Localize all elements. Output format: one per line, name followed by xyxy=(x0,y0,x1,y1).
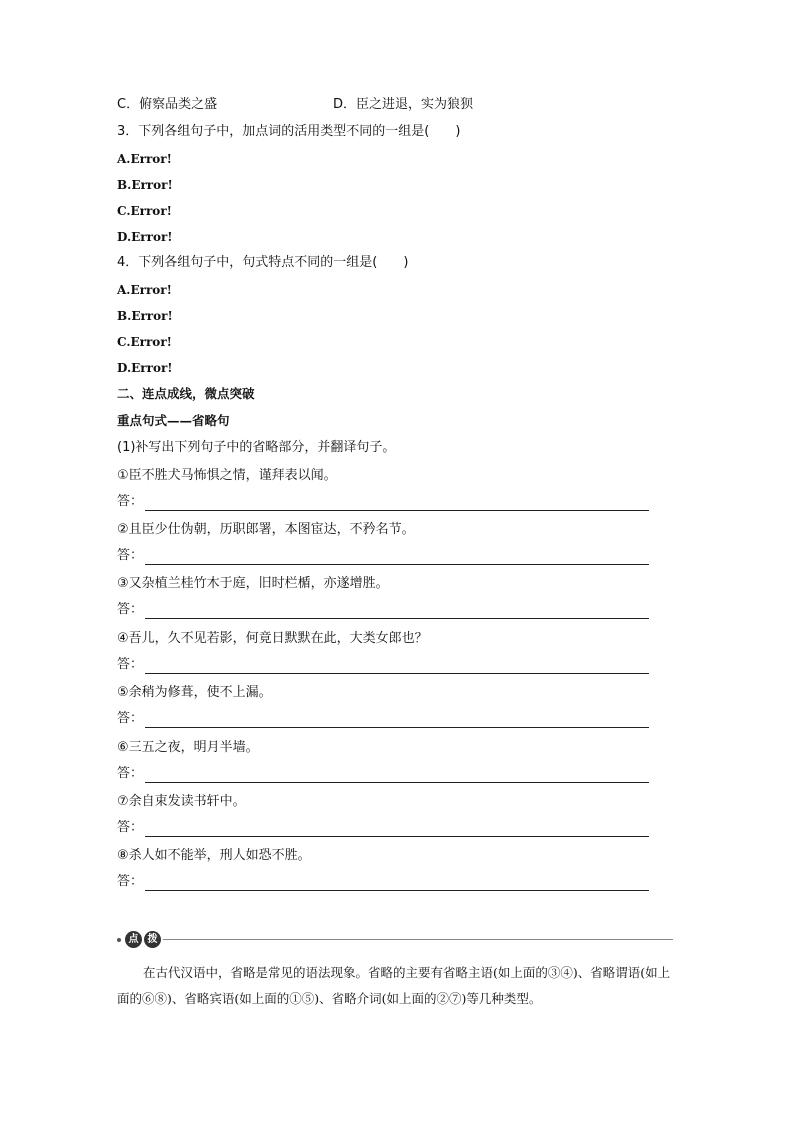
answer-line-8[interactable] xyxy=(145,878,649,891)
tip-text: 在古代汉语中，省略是常见的语法现象。省略的主要有省略主语(如上面的③④)、省略谓语(如上面的⑥⑧)、省略宾语(如上面的①⑤)、省略介词(如上面的②⑦)等几种类型。 xyxy=(117,965,671,1006)
answer-line-7[interactable] xyxy=(145,824,649,837)
answer-row-4 xyxy=(117,656,649,674)
tip-dot-icon xyxy=(117,938,121,942)
answer-label: 答： xyxy=(117,657,144,672)
answer-label: 答： xyxy=(117,820,144,835)
answer-label: 答： xyxy=(117,494,144,509)
answer-row-3 xyxy=(117,601,649,619)
answer-row-6 xyxy=(117,765,649,783)
answer-line-2[interactable] xyxy=(145,552,649,565)
answer-label: 答： xyxy=(117,548,144,563)
sentence-1: ①臣不胜犬马怖惧之情，谨拜表以闻。 xyxy=(117,468,337,483)
answer-line-6[interactable] xyxy=(145,770,649,783)
answer-label: 答： xyxy=(117,766,144,781)
tip-divider xyxy=(163,939,673,940)
q4-stem: 4．下列各组句子中，句式特点不同的一组是( ) xyxy=(117,255,409,270)
sentence-3: ③又杂植兰桂竹木于庭，旧时栏楯，亦遂增胜。 xyxy=(117,576,389,591)
answer-label: 答： xyxy=(117,711,144,726)
q3-option-b: B.Error! xyxy=(117,178,173,192)
q4-option-c: C.Error! xyxy=(117,335,172,349)
tip-badge-bo: 拨 xyxy=(144,931,161,948)
answer-label: 答： xyxy=(117,602,144,617)
q2-option-c: C．俯察品类之盛 xyxy=(117,97,218,112)
sentence-7: ⑦余自束发读书轩中。 xyxy=(117,794,246,809)
q3-stem: 3．下列各组句子中，加点词的活用类型不同的一组是( ) xyxy=(117,124,461,139)
section2-title: 二、连点成线，微点突破 xyxy=(117,386,255,401)
q4-option-b: B.Error! xyxy=(117,309,173,323)
sentence-8: ⑧杀人如不能举，刑人如恐不胜。 xyxy=(117,848,311,863)
answer-row-1 xyxy=(117,493,649,511)
answer-line-4[interactable] xyxy=(145,661,649,674)
answer-row-7 xyxy=(117,819,649,837)
sentence-5: ⑤余稍为修葺，使不上漏。 xyxy=(117,685,272,700)
sentence-2: ②且臣少仕伪朝，历职郎署，本图宦达，不矜名节。 xyxy=(117,522,415,537)
q4-option-a: A.Error! xyxy=(117,283,172,297)
q3-option-c: C.Error! xyxy=(117,204,172,218)
sentence-4: ④吾儿，久不见若影，何竟日默默在此，大类女郎也？ xyxy=(117,631,428,646)
answer-row-5 xyxy=(117,710,649,728)
q3-option-d: D.Error! xyxy=(117,230,173,244)
answer-line-3[interactable] xyxy=(145,606,649,619)
q3-option-a: A.Error! xyxy=(117,152,172,166)
answer-line-5[interactable] xyxy=(145,715,649,728)
answer-label: 答： xyxy=(117,874,144,889)
section2-subtitle: 重点句式——省略句 xyxy=(117,413,230,428)
answer-row-8 xyxy=(117,873,649,891)
answer-row-2 xyxy=(117,547,649,565)
section2-instruction: (1)补写出下列句子中的省略部分，并翻译句子。 xyxy=(117,440,396,455)
answer-line-1[interactable] xyxy=(145,498,649,511)
q2-option-d: D．臣之进退，实为狼狈 xyxy=(333,97,474,112)
tip-badge-dian: 点 xyxy=(125,931,142,948)
sentence-6: ⑥三五之夜，明月半墙。 xyxy=(117,740,259,755)
q4-option-d: D.Error! xyxy=(117,361,173,375)
tip-header xyxy=(117,930,673,950)
